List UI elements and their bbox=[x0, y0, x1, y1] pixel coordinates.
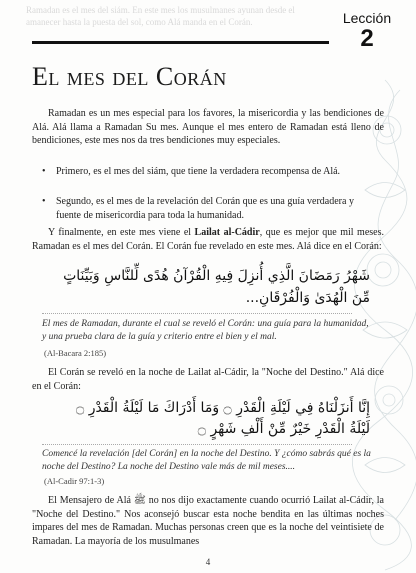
third-blessing-paragraph bbox=[32, 226, 384, 253]
bullet-text: Primero, es el mes del siám, que tiene la verdadera recompensa de Alá. bbox=[56, 166, 341, 177]
verse1-reference: (Al-Bacara 2:185) bbox=[44, 348, 107, 358]
bullet-dot: • bbox=[42, 166, 46, 177]
lesson-label: Lección bbox=[342, 10, 392, 26]
verse1-translation: El mes de Ramadan, durante el cual se reveló el Corán: una guía para la humanidad, y una prueba clara de la guía y criterio entre el bien y el mal. bbox=[42, 319, 369, 342]
intro-paragraph: Ramadan es un mes especial para los favores, la misericordia y las bendiciones de Alá. Alá llama a Ramadan Su mes. Aunque el mes entero de Ramadan está lleno de bendiciones, este mes nos da tres bendiciones muy especiales. bbox=[32, 108, 384, 146]
verse2-translation: Comencé la revelación [del Corán] en la noche del Destino. Y ¿cómo sabrás qué es la noche del Destino? La noche del Destino vale más de mil meses.... bbox=[42, 449, 371, 472]
third-text-post: , que es mejor que mil meses. Ramadan es el mes del Corán. El Corán fue revelado en este mes. Alá dice en el Corán: bbox=[32, 227, 384, 252]
verse1-arabic-line1: شَهْرُ رَمَضَانَ الَّذِي أُنزِلَ فِيهِ الْقُرْآنُ هُدًى لِّلنَّاسِ وَبَيِّنَاتٍ bbox=[63, 268, 370, 284]
verse-divider bbox=[42, 444, 352, 445]
bleed-through-text: Ramadan es el mes del siám. En este mes los musulmanes ayunan desde el amanecer hasta la puesta del sol, como Alá manda en el Corán. bbox=[26, 5, 295, 27]
bullet-item-1 bbox=[42, 165, 372, 179]
verse2-arabic-line2: لَيْلَةُ الْقَدْرِ خَيْرٌ مِّنْ أَلْفِ شَهْرٍ ۝ bbox=[197, 421, 370, 437]
verse2-arabic-line1: إِنَّا أَنزَلْنَاهُ فِي لَيْلَةِ الْقَدْرِ ۝ وَمَا أَدْرَاكَ مَا لَيْلَةُ الْقَدْرِ ۝ bbox=[76, 400, 370, 416]
verse2-reference: (Al-Cadir 97:1-3) bbox=[44, 476, 105, 486]
bullet-item-2 bbox=[42, 195, 372, 222]
page-number: 4 bbox=[205, 557, 211, 567]
header-rule bbox=[32, 41, 329, 44]
page-title: El mes del Corán bbox=[32, 62, 227, 91]
prophet-paragraph: El Mensajero de Alá ﷺ no nos dijo exactamente cuando ocurrió Lailat al-Cádir, la "Noche del Destino." Nos aconsejó buscar esta noche bendita en las últimas noches impares del mes de Ramadan. Muchas personas creen que es la noche del veintisiete de Ramadan. La mayoría de los musulmanes bbox=[32, 495, 384, 547]
lesson-number: 2 bbox=[360, 25, 374, 52]
lailat-al-cadir-term: Lailat al-Cádir bbox=[194, 227, 260, 238]
verse-divider bbox=[42, 313, 352, 314]
verse1-arabic-line2: مِّنَ الْهُدَىٰ وَالْفُرْقَانِ... bbox=[245, 290, 370, 306]
third-text-pre: Y finalmente, en este mes viene el bbox=[48, 227, 195, 238]
bullet-text: Segundo, es el mes de la revelación del Corán que es una guía verdadera y fuente de misericordia para toda la humanidad. bbox=[56, 196, 354, 221]
revelation-paragraph: El Corán se reveló en la noche de Lailat al-Cádir, la "Noche del Destino." Alá dice en el Corán: bbox=[32, 367, 384, 392]
bullet-dot: • bbox=[42, 196, 46, 207]
